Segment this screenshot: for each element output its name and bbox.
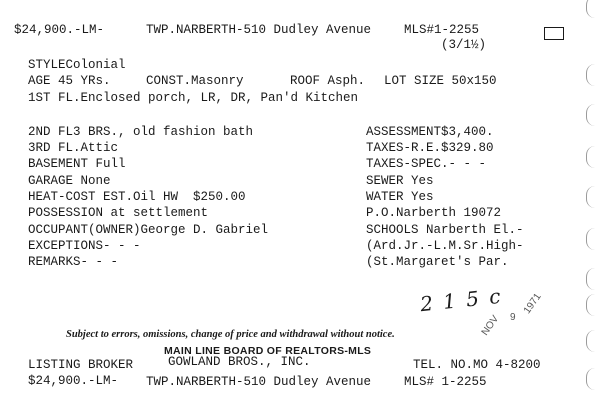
punch-hole-icon	[586, 294, 595, 316]
broker-name: GOWLAND BROS., INC.	[168, 355, 311, 369]
taxes-re-field: TAXES-R.E.$329.80	[366, 141, 494, 155]
mls-number: MLS#1-2255	[404, 23, 480, 37]
second-floor-field: 2ND FL3 BRS., old fashion bath	[28, 125, 254, 139]
exceptions-field: EXCEPTIONS- - -	[28, 239, 141, 253]
punch-hole-icon	[586, 330, 595, 352]
basement-field: BASEMENT Full	[28, 157, 126, 171]
rooms-baths: (3/1½)	[441, 38, 487, 52]
schools-line-3: (St.Margaret's Par.	[366, 255, 509, 269]
footer-mls-number: MLS# 1-2255	[404, 375, 487, 389]
garage-field: GARAGE None	[28, 174, 111, 188]
listing-price: $24,900.-LM-	[14, 23, 105, 37]
water-field: WATER Yes	[366, 190, 434, 204]
roof-field: ROOF Asph.	[290, 74, 366, 88]
footer-location: TWP.NARBERTH-510 Dudley Avenue	[146, 375, 372, 389]
stamp-year: 1971	[521, 291, 544, 316]
possession-field: POSSESSION at settlement	[28, 206, 209, 220]
occupant-field: OCCUPANT(OWNER)George D. Gabriel	[28, 223, 269, 237]
punch-hole-icon	[586, 268, 595, 290]
lot-size-field: LOT SIZE 50x150	[384, 74, 497, 88]
punch-hole-icon	[586, 64, 595, 86]
punch-hole-icon	[586, 0, 595, 18]
punch-hole-icon	[586, 228, 595, 250]
footer-price: $24,900.-LM-	[28, 374, 119, 388]
remarks-field: REMARKS- - -	[28, 255, 119, 269]
stamp-month: NOV	[479, 313, 502, 338]
card-tab-icon	[544, 27, 564, 40]
sewer-field: SEWER Yes	[366, 174, 434, 188]
board-name: MAIN LINE BOARD OF REALTORS-MLS	[164, 345, 372, 357]
age-field: AGE 45 YRs.	[28, 74, 111, 88]
style-field: STYLEColonial	[28, 58, 126, 72]
schools-field: SCHOOLS Narberth El.-	[366, 223, 524, 237]
third-floor-field: 3RD FL.Attic	[28, 141, 119, 155]
punch-hole-icon	[586, 186, 595, 208]
taxes-spec-field: TAXES-SPEC.- - -	[366, 157, 487, 171]
handwritten-note: 2 1 5 c	[418, 283, 504, 317]
stamp-day: 9	[510, 312, 516, 323]
punch-hole-icon	[586, 368, 595, 390]
listing-location: TWP.NARBERTH-510 Dudley Avenue	[146, 23, 372, 37]
schools-line-2: (Ard.Jr.-L.M.Sr.High-	[366, 239, 524, 253]
punch-hole-icon	[586, 146, 595, 168]
assessment-field: ASSESSMENT$3,400.	[366, 125, 494, 139]
heat-cost-field: HEAT-COST EST.Oil HW $250.00	[28, 190, 246, 204]
first-floor-field: 1ST FL.Enclosed porch, LR, DR, Pan'd Kitchen	[28, 91, 359, 105]
listing-broker-label: LISTING BROKER	[28, 358, 134, 372]
construction-field: CONST.Masonry	[146, 74, 244, 88]
disclaimer: Subject to errors, omissions, change of price and withdrawal without notice.	[66, 329, 395, 340]
broker-telephone: TEL. NO.MO 4-8200	[413, 358, 541, 372]
punch-hole-icon	[586, 104, 595, 126]
post-office-field: P.O.Narberth 19072	[366, 206, 502, 220]
